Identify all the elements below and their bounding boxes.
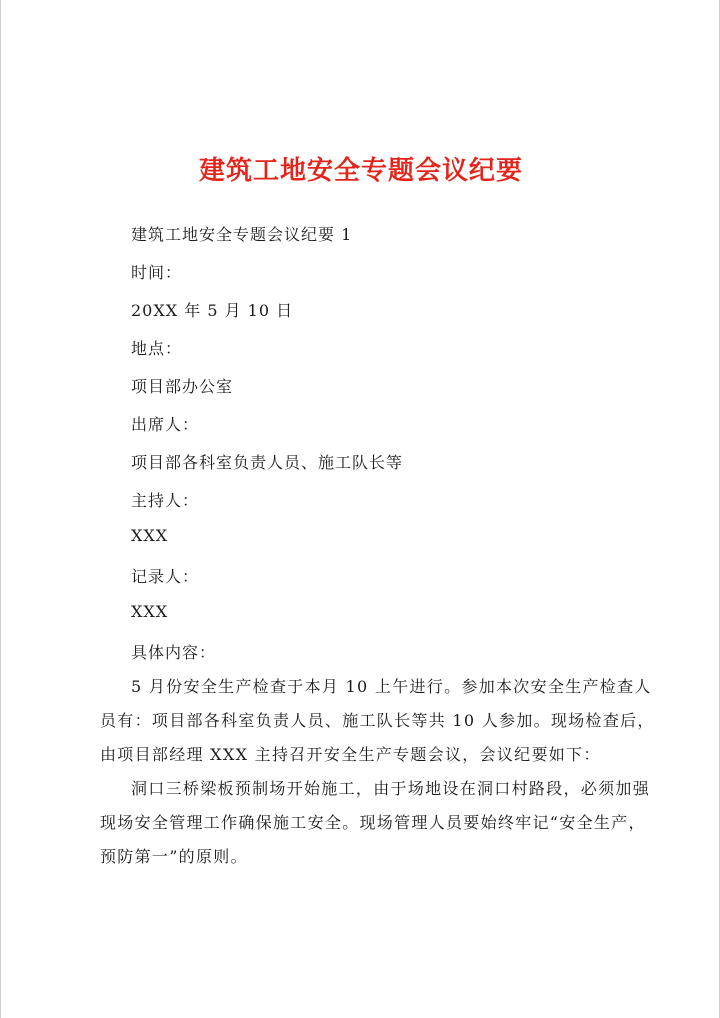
paragraph-2 [100,772,651,874]
time-value: 20XX 年 5 月 10 日 [131,301,294,320]
attendees-label: 出席人： [131,415,200,434]
attendees-value: 项目部各科室负责人员、施工队长等 [131,453,404,472]
paragraph-1-line-1: 5 月份安全生产检查于本月 10 上午进行。参加本次安全生产检查人 [131,677,652,696]
document-subtitle: 建筑工地安全专题会议纪要 1 [131,225,353,244]
recorder-label: 记录人： [131,567,200,586]
paragraph-1 [100,670,655,772]
place-label: 地点： [131,339,183,358]
paragraph-2-line-3: 预防第一”的原则。 [100,847,248,866]
paragraph-2-line-1: 洞口三桥梁板预制场开始施工，由于场地设在洞口村路段，必须加强 [131,779,651,798]
content-label: 具体内容： [131,643,217,662]
paragraph-1-line-3: 由项目部经理 XXX 主持召开安全生产专题会议，会议纪要如下： [100,745,601,764]
host-value: XXX [131,526,169,545]
paragraph-2-line-2: 现场安全管理工作确保施工安全。现场管理人员要始终牢记“安全生产， [100,813,646,832]
host-label: 主持人： [131,491,200,510]
document-title: 建筑工地安全专题会议纪要 [198,156,523,186]
recorder-value: XXX [131,602,169,621]
paragraph-1-line-2: 员有：项目部各科室负责人员、施工队长等共 10 人参加。现场检查后， [100,711,655,730]
time-label: 时间： [131,263,183,282]
place-value: 项目部办公室 [131,377,234,396]
